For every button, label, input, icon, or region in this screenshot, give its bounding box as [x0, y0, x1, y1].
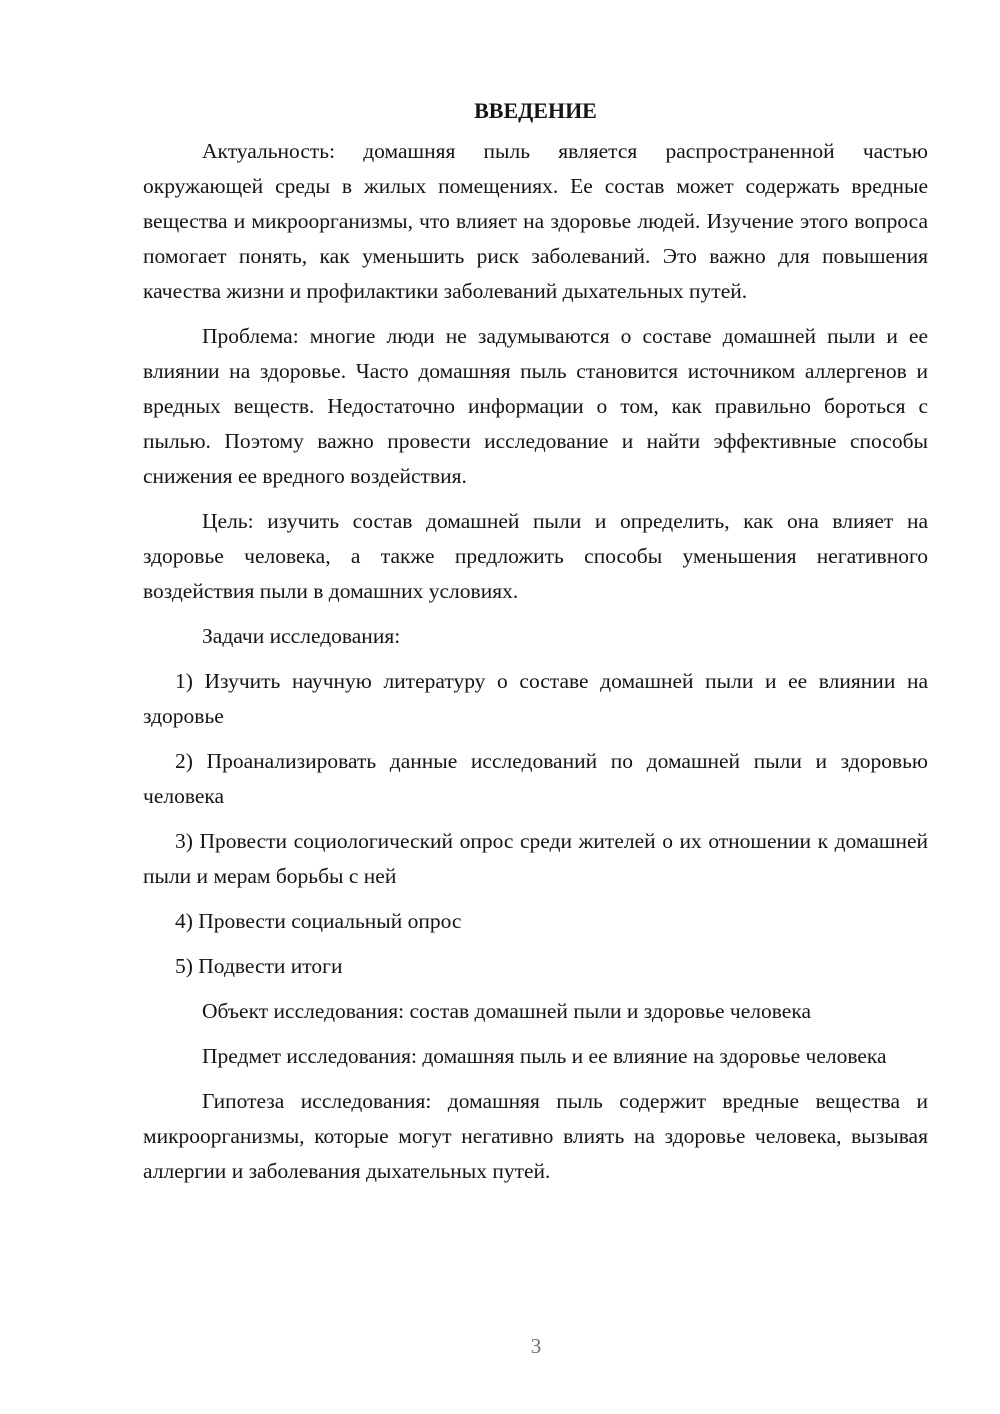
paragraph-relevance: Актуальность: домашняя пыль является распространенной частью окружающей среды в жилых помещениях. Ее состав может содержать вредные вещества и микроорганизмы, что влияет на здоровье людей. Изучение этого вопроса помогает понять, как уменьшить риск заболеваний. Это важно для повышения качества жизни и профилактики заболеваний дыхательных путей. — [143, 139, 928, 303]
paragraph-hypothesis: Гипотеза исследования: домашняя пыль содержит вредные вещества и микроорганизмы, которые могут негативно влиять на здоровье человека, вызывая аллергии и заболевания дыхательных путей. — [143, 1089, 928, 1183]
page-number: 3 — [530, 1334, 542, 1358]
paragraph-subject: Предмет исследования: домашняя пыль и ее влияние на здоровье человека — [202, 1044, 887, 1068]
task-item-4: 4) Провести социальный опрос — [175, 909, 462, 933]
paragraph-object: Объект исследования: состав домашней пыли и здоровье человека — [202, 999, 811, 1023]
page-title: ВВЕДЕНИЕ — [474, 98, 597, 123]
document-page — [143, 94, 928, 1199]
task-item-1: 1) Изучить научную литературу о составе домашней пыли и ее влиянии на здоровье — [143, 669, 928, 728]
task-item-3: 3) Провести социологический опрос среди жителей о их отношении к домашней пыли и мерам борьбы с ней — [143, 829, 928, 888]
task-item-2: 2) Проанализировать данные исследований по домашней пыли и здоровью человека — [143, 749, 928, 808]
task-item-5: 5) Подвести итоги — [175, 954, 343, 978]
paragraph-goal: Цель: изучить состав домашней пыли и определить, как она влияет на здоровье человека, а также предложить способы уменьшения негативного воздействия пыли в домашних условиях. — [143, 509, 928, 603]
paragraph-problem: Проблема: многие люди не задумываются о составе домашней пыли и ее влиянии на здоровье. Часто домашняя пыль становится источником аллергенов и вредных веществ. Недостаточно информации о том, как правильно бороться с пылью. Поэтому важно провести исследование и найти эффективные способы снижения ее вредного воздействия. — [143, 324, 928, 488]
paragraph-tasks-intro: Задачи исследования: — [202, 624, 401, 648]
